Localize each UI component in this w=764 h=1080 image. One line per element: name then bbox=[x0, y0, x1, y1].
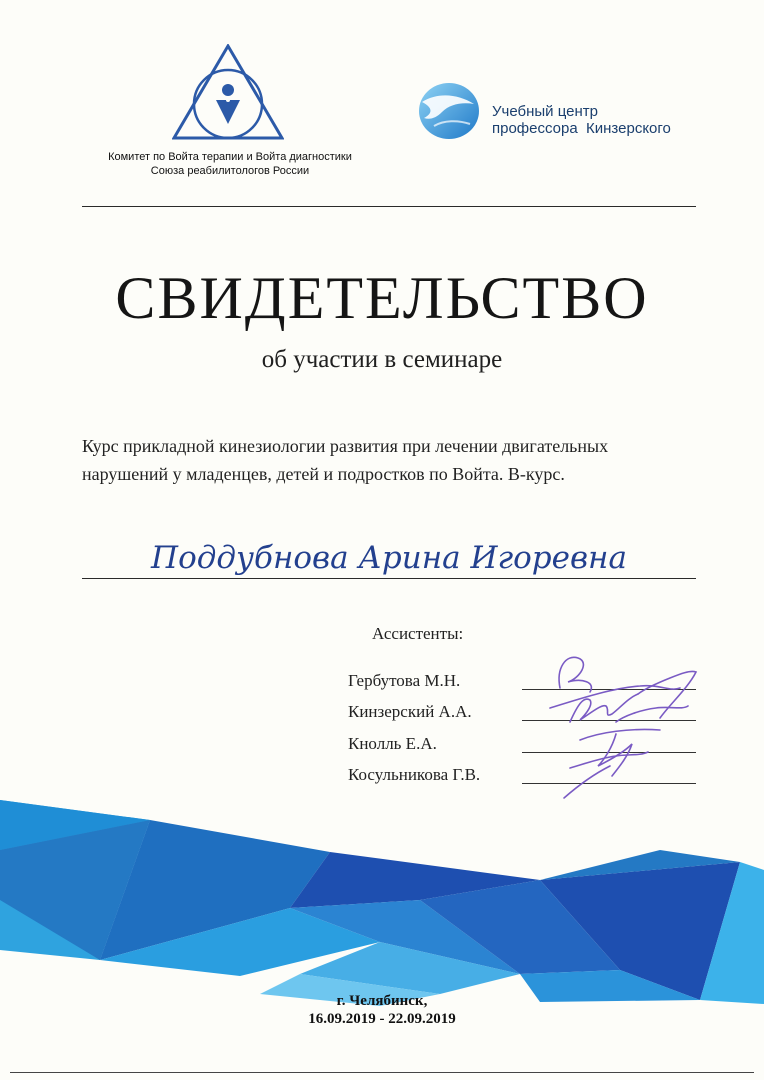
committee-logo bbox=[172, 44, 284, 140]
header-divider bbox=[82, 206, 696, 207]
assistant-name: Косульникова Г.В. bbox=[348, 765, 481, 784]
assistant-name: Кнолль Е.А. bbox=[348, 734, 437, 753]
bird-globe-emblem-icon bbox=[414, 80, 484, 142]
training-center-name bbox=[492, 103, 671, 137]
issue-city: г. Челябинск, bbox=[336, 993, 428, 1009]
committee-line-1: Комитет по Войта терапии и Войта диагностики bbox=[108, 151, 352, 163]
polygon-wave-graphic bbox=[0, 790, 764, 1010]
committee-line-2: Союза реабилитологов России bbox=[150, 165, 310, 177]
assistant-name: Кинзерский А.А. bbox=[348, 702, 472, 721]
course-line-2: нарушений у младенцев, детей и подростков по Войта. В-курс. bbox=[82, 464, 565, 484]
recipient-name: Поддубнова Арина Игоревна bbox=[151, 540, 627, 576]
center-line-2: профессора Кинзерского bbox=[492, 120, 671, 137]
assistant-name: Гербутова М.Н. bbox=[348, 671, 461, 690]
center-line-1: Учебный центр bbox=[492, 103, 598, 120]
course-description bbox=[82, 432, 702, 488]
certificate-title: СВИДЕТЕЛЬСТВО bbox=[115, 265, 649, 331]
recipient-underline bbox=[82, 578, 696, 579]
decorative-wave-band bbox=[0, 790, 764, 1010]
training-center-logo bbox=[414, 80, 484, 142]
course-line-1: Курс прикладной кинезиологии развития при лечении двигательных bbox=[82, 436, 609, 456]
seminar-dates: 16.09.2019 - 22.09.2019 bbox=[308, 1011, 456, 1027]
committee-name bbox=[80, 150, 380, 178]
page-bottom-line bbox=[10, 1072, 754, 1073]
certificate-subtitle: об участии в семинаре bbox=[261, 346, 503, 373]
triangle-person-emblem-icon bbox=[172, 44, 284, 140]
assistants-heading: Ассистенты: bbox=[372, 624, 464, 643]
